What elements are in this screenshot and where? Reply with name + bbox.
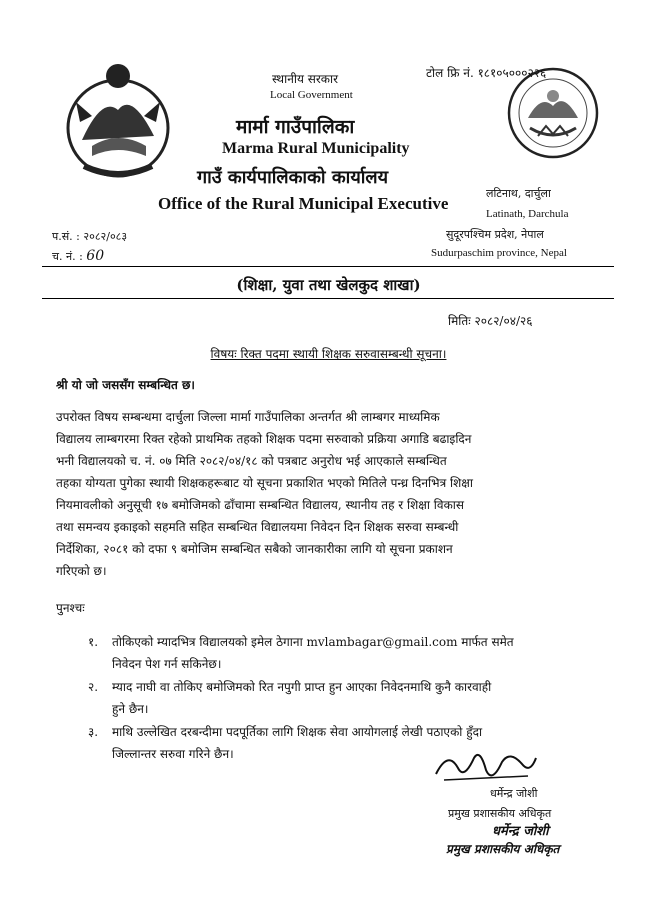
signatory-title: प्रमुख प्रशासकीय अधिकृत (448, 807, 552, 820)
body-line: निर्देशिका, २०८१ को दफा ९ बमोजिम सम्बन्धित सबैको जानकारीका लागि यो सूचना प्रकाशन (56, 542, 453, 556)
signatory-name: धर्मेन्द्र जोशी (490, 787, 538, 800)
section-title: (शिक्षा, युवा तथा खेलकुद शाखा) (236, 276, 421, 294)
body-line: भनी विद्यालयको च. नं. ०७ मिति २०८२/०४/१८ को पत्रबाट अनुरोध भई आएकाले सम्बन्धित (56, 454, 447, 468)
body-line: नियमावलीको अनुसूची १७ बमोजिमको ढाँचामा सम्बन्धित विद्यालय, स्थानीय तह र शिक्षा विकास (56, 498, 465, 512)
municipality-name-en: Marma Rural Municipality (222, 140, 410, 157)
office-name-en: Office of the Rural Municipal Executive (158, 194, 449, 213)
note-line: म्याद नाघी वा तोकिए बमोजिमको रित नपुगी प्राप्त हुन आएका निवेदनमाथि कुनै कारवाही (112, 680, 492, 694)
province-en: Sudurpaschim province, Nepal (431, 247, 567, 259)
toll-free-number: टोल फ्रि नं. १८१०५०००२२६ (426, 66, 547, 80)
section-divider (42, 298, 614, 299)
local-government-en: Local Government (270, 89, 353, 101)
stamp-title: प्रमुख प्रशासकीय अधिकृत (446, 842, 560, 856)
handwritten-signature (430, 744, 540, 786)
addressee: श्री यो जो जससँग सम्बन्धित छ। (56, 378, 195, 392)
body-line: उपरोक्त विषय सम्बन्धमा दार्चुला जिल्ला मार्मा गाउँपालिका अन्तर्गत श्री लाम्बगर माध्यमिक (56, 410, 440, 424)
body-line: गरिएको छ। (56, 564, 107, 578)
office-name-np: गाउँ कार्यपालिकाको कार्यालय (197, 167, 389, 188)
note-line: हुने छैन। (112, 702, 149, 716)
note-line: निवेदन पेश गर्न सकिनेछ। (112, 657, 222, 671)
address-en: Latinath, Darchula (486, 208, 569, 220)
subject-text: विषयः रिक्त पदमा स्थायी शिक्षक सरुवासम्बन्धी सूचना। (210, 347, 447, 361)
fiscal-year-reference: प.सं. : २०८२/०८३ (52, 230, 128, 243)
note-line: माथि उल्लेखित दरबन्दीमा पदपूर्तिका लागि शिक्षक सेवा आयोगलाई लेखी पठाएको हुँदा (112, 725, 483, 739)
note-line: जिल्लान्तर सरुवा गरिने छैन। (112, 747, 234, 761)
stamp-name: धर्मेन्द्र जोशी (492, 824, 549, 839)
dispatch-label: च. नं. : (52, 250, 83, 263)
postscript-label: पुनश्चः (56, 601, 85, 615)
header-divider (42, 266, 614, 267)
dispatch-number: 60 (86, 248, 105, 264)
note-number: २. (88, 680, 99, 694)
letter-date: मितिः २०८२/०४/२६ (448, 314, 533, 328)
letter-subject (0, 345, 657, 362)
note-number: ३. (88, 725, 99, 739)
body-line: तथा समन्वय इकाइको सहमति सहित सम्बन्धित विद्यालयमा निवेदन दिन शिक्षक सरुवा सम्बन्धी (56, 520, 459, 534)
note-number: १. (88, 635, 99, 649)
note-line: तोकिएको म्यादभित्र विद्यालयको इमेल ठेगाना mvlambagar@gmail.com मार्फत समेत (112, 635, 514, 649)
body-line: विद्यालय लाम्बगरमा रिक्त रहेको प्राथमिक तहको शिक्षक पदमा सरुवाको प्रक्रिया अगाडि बढाइदिन (56, 432, 472, 446)
province-np: सुदूरपश्चिम प्रदेश, नेपाल (446, 228, 544, 241)
nepal-coat-of-arms-emblem (62, 56, 174, 184)
address-np: लटिनाथ, दार्चुला (486, 187, 551, 200)
body-line: तहका योग्यता पुगेका स्थायी शिक्षकहरूबाट यो सूचना प्रकाशित भएको मितिले पन्ध्र दिनभित्र शिक्षा (56, 476, 474, 490)
municipality-name-np: मार्मा गाउँपालिका (236, 116, 355, 138)
local-government-np: स्थानीय सरकार (272, 72, 338, 86)
dispatch-reference (52, 248, 104, 264)
